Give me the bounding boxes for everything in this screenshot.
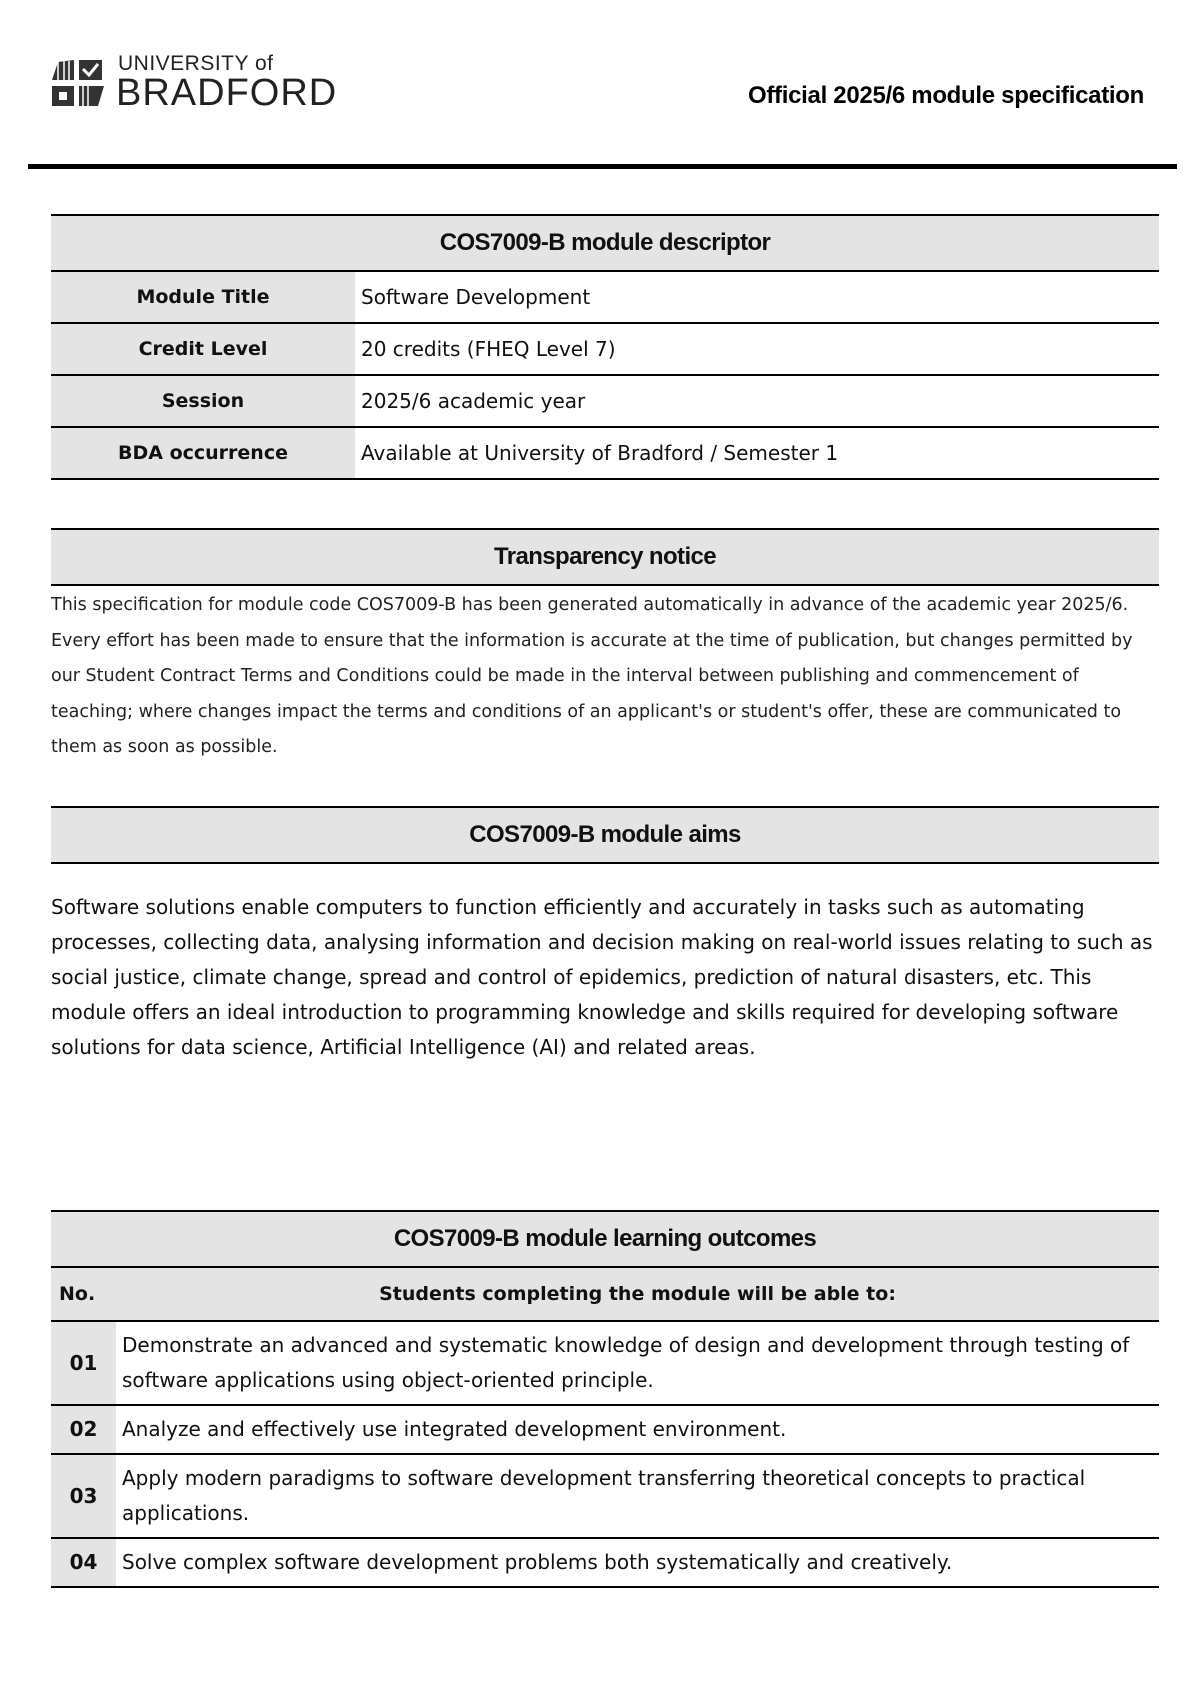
outcome-number: 02 xyxy=(51,1405,116,1454)
university-logo xyxy=(50,52,338,116)
column-header-outcome: Students completing the module will be able to: xyxy=(116,1268,1159,1321)
learning-outcomes-section xyxy=(51,1210,1159,1588)
university-crest-icon xyxy=(50,56,106,110)
table-row xyxy=(51,427,1159,479)
logo-text-top: UNIVERSITY of xyxy=(118,52,274,75)
outcome-text: Analyze and effectively use integrated development environment. xyxy=(116,1405,1159,1454)
table-row xyxy=(51,1321,1159,1405)
table-row xyxy=(51,272,1159,323)
outcome-text: Apply modern paradigms to software development transferring theoretical concepts to practical applications. xyxy=(116,1454,1159,1538)
descriptor-value: Available at University of Bradford / Semester 1 xyxy=(355,427,1159,479)
module-aims-section xyxy=(51,806,1159,1065)
table-row xyxy=(51,375,1159,427)
descriptor-label: Module Title xyxy=(51,272,355,323)
outcome-number: 01 xyxy=(51,1321,116,1405)
aims-heading: COS7009-B module aims xyxy=(51,806,1159,864)
outcome-text: Solve complex software development problems both systematically and creatively. xyxy=(116,1538,1159,1587)
descriptor-value: 20 credits (FHEQ Level 7) xyxy=(355,323,1159,375)
descriptor-heading: COS7009-B module descriptor xyxy=(51,214,1159,272)
descriptor-label: Credit Level xyxy=(51,323,355,375)
outcome-text: Demonstrate an advanced and systematic knowledge of design and development through testing of software applications using object-oriented principle. xyxy=(116,1321,1159,1405)
table-row xyxy=(51,1454,1159,1538)
logo-text-bottom: BRADFORD xyxy=(116,72,338,114)
header-divider xyxy=(28,164,1177,169)
table-row xyxy=(51,1405,1159,1454)
aims-text: Software solutions enable computers to function efficiently and accurately in tasks such as automating processes, collecting data, analysing information and decision making on real-world issues relating to such as social justice, climate change, spread and control of epidemics, prediction of natural disasters, etc. This module offers an ideal introduction to programming knowledge and skills required for developing software solutions for data science, Artificial Intelligence (AI) and related areas. xyxy=(51,895,1153,1059)
descriptor-table xyxy=(51,272,1159,480)
outcomes-heading: COS7009-B module learning outcomes xyxy=(51,1210,1159,1268)
outcomes-header-row xyxy=(51,1268,1159,1321)
transparency-section xyxy=(51,528,1159,766)
transparency-text: This specification for module code COS7009-B has been generated automatically in advance of the academic year 2025/6. Every effort has been made to ensure that the information is accurate at the time of publication, but changes permitted by our Student Contract Terms and Conditions could be made in the interval between publishing and commencement of teaching; where changes impact the terms and conditions of an applicant's or student's offer, these are communicated to them as soon as possible. xyxy=(51,595,1133,757)
descriptor-value: Software Development xyxy=(355,272,1159,323)
descriptor-label: BDA occurrence xyxy=(51,427,355,479)
descriptor-value: 2025/6 academic year xyxy=(355,375,1159,427)
module-descriptor-section xyxy=(51,214,1159,480)
column-header-no: No. xyxy=(51,1268,116,1321)
outcome-number: 04 xyxy=(51,1538,116,1587)
table-row xyxy=(51,323,1159,375)
spec-title: Official 2025/6 module specification xyxy=(747,82,1144,109)
transparency-heading: Transparency notice xyxy=(51,528,1159,586)
descriptor-label: Session xyxy=(51,375,355,427)
page-header xyxy=(0,0,1200,176)
outcomes-table xyxy=(51,1268,1159,1588)
table-row xyxy=(51,1538,1159,1587)
outcome-number: 03 xyxy=(51,1454,116,1538)
